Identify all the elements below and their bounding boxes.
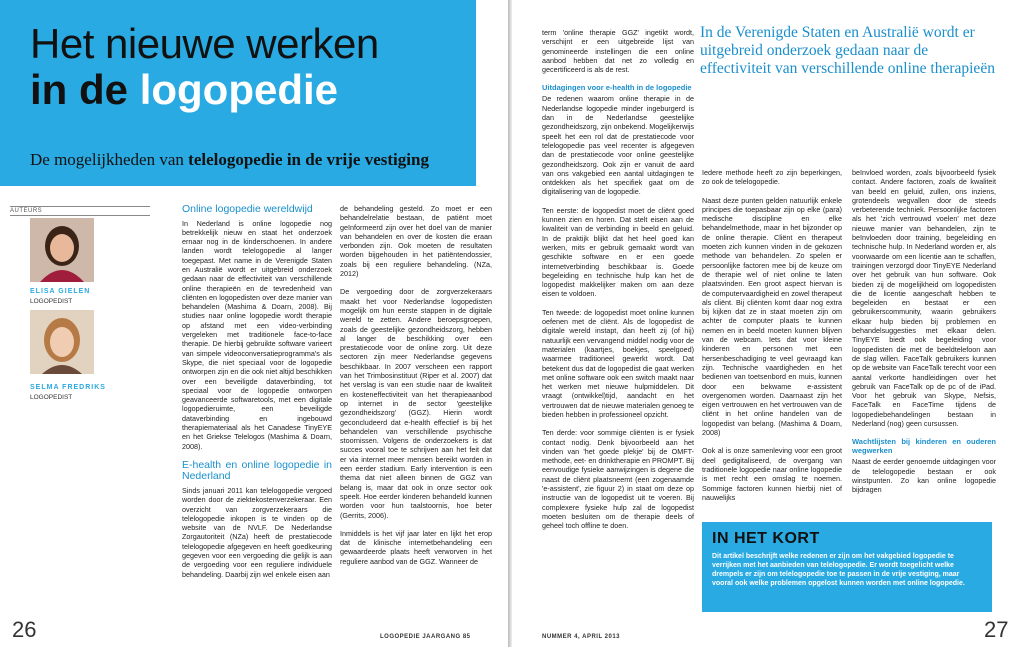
author-role-2: LOGOPEDIST — [30, 394, 73, 401]
page-number-left: 26 — [12, 617, 37, 642]
paragraph: beïnvloed worden, zoals bijvoorbeeld fysiek contact. Andere factoren, zoals de kwaliteit van beeld en geluid, zullen, ons inziens, grotendeels wegvallen door de steeds verbeterende techniek. Persoonlijke factoren als het 'zich vertrouwd voelen' met deze nieuwe manier van behandelen, zijn te beïnvloeden door training, begeleiding en technische hulp. In Nederland worden er, als voorwaarde om een licentie aan te schaffen, trainingen verzorgd door TinyEYE Nederland over het gebruik van hun software. Ook bieden zij de mogelijkheid om logopedisten die de licentie aangeschaft hebben te begeleiden en bestaat er een gebruikerscommunity, waarin gebruikers elkaar hulp bieden bij problemen en behandelsuggesties met elkaar delen. TinyEYE biedt ook begeleiding voor logopedisten die met de beeldtelefoon aan de slag willen. FaceTalk gebruikers kunnen op de website van FaceTalk terecht voor een aantal verkorte handleidingen over het gebruik van FaceTalk op de pc of de iPad. Voor het gebruik van Skype, Nefsis, FaceTalk en FaceTime tijdens de logopediebehandelingen bestaan in Nederland (nog) geen cursussen. — [852, 168, 996, 429]
summary-text: Dit artikel beschrijft welke redenen er zijn om het vakgebied logopedie te verrijken met het aanbieden van telelogopedie. Er wordt toegelicht welke drempels er zijn om telelogopedie toe te passen in de vrije vestiging, maar vooral ook welke problemen opgelost kunnen worden met online logopedie. — [712, 553, 965, 587]
article-title-line1: Het nieuwe werken — [30, 20, 379, 67]
left-column-1 — [182, 204, 332, 616]
right-column-3 — [852, 168, 996, 513]
author-photo-selma — [30, 310, 94, 374]
paragraph: Iedere methode heeft zo zijn beperkingen, zo ook de telelogopedie. — [702, 168, 842, 187]
paragraph: In Nederland is online logopedie nog betrekkelijk nieuw en staat het onderzoek ernaar nog in de kinderschoenen. In andere landen wordt telelogopedie al langer toegepast. Met name in de Verenigde Staten en Australië wordt er uitgebreid onderzoek gedaan naar de effectiviteit van verschillende online therapieën en de tevredenheid van cliënten en logopedisten over deze manier van behandelen (Mashima & Doarn, 2008). Bij studies naar online logopedie wordt therapie op afstand met een video-verbinding vergeleken met traditionele face-to-face therapie. De hierbij gebruikte software varieert van simpele videoconversatieprogramma's als Skype, die niet speciaal voor de logopedie ontworpen zijn en die ook niet altijd beschikken over een beveiligde dataverbinding, tot speciaal voor de logopedie ontworpen geavanceerde softwaretools, met een digitale logopedieruimte, een beveiligde dataverbinding en ingebouwd therapiemateriaal als het Canadese TinyEYE en het Griekse Telelogos (Mashima & Doarn, 2008). — [182, 218, 332, 451]
paragraph: Ten eerste: de logopedist moet de cliënt goed kunnen zien en horen. Dat stelt eisen aan de kwaliteit van de verbinding in beeld en geluid. In de praktijk blijkt dat het heel goed kan werken, mits er gebruik gemaakt wordt van geschikte software en er een goede internetverbinding beschikbaar is. Goede begeleiding en technische hulp kan het de logopedist makkelijker maken om aan deze eisen te voldoen. — [542, 205, 694, 299]
section-heading: Uitdagingen voor e-health in de logopedie — [542, 83, 692, 93]
section-heading: Wachtlijsten bij kinderen en ouderen wegwerken — [852, 437, 996, 456]
summary-title: IN HET KORT — [712, 530, 820, 547]
authors-label: AUTEURS — [10, 206, 150, 216]
author-photo-elisa — [30, 218, 94, 282]
paragraph: Ten tweede: de logopedist moet online kunnen oefenen met de cliënt. Als de logopedist de digitale wereld instapt, dan heeft zij (of hij) natuurlijk een vervangend middel nodig voor de materialen (kaartjes, boekjes, speelgoed) waarmee traditioneel gewerkt wordt. Dat betekent dus dat de logopedist die gaat werken met online software ook een switch maakt naar het werken met nieuwe hulpmiddelen. Dit vraagt (ontwikkel)tijd, aandacht en het vertrouwen dat de nieuwe materialen genoeg te bieden hebben in professioneel opzicht. — [542, 307, 694, 419]
subtitle-part-a: De mogelijkheden van — [30, 150, 189, 169]
summary-box — [702, 522, 992, 612]
paragraph: term 'online therapie GGZ' ingetikt wordt, verschijnt er een uitgebreide lijst van genomineerde instellingen die een online aanbod hebben dat net zo volledig en gecertificeerd is als de rest. — [542, 28, 694, 75]
paragraph: Naast de eerder genoemde uitdagingen voor de telelogopedie bestaan er ook winstpunten. Zo kan online logopedie bijdragen — [852, 457, 996, 495]
paragraph: Ten derde: voor sommige cliënten is er fysiek contact nodig. Denk bijvoorbeeld aan het vinden van 'het goede plekje' bij de OMFT-methode, eet- en drinktherapie en PROMPT. Bij eenvoudige fysieke aanwijzingen is degene die naast de cliënt plaatsneemt (een zogenaamde 'e-assistent', zie figuur 2) in staat om deze op instructie van de logopedist uit te voeren. Bij complexere fysieke hulp zal de logopedist moeten besluiten om de therapie deels of geheel toch offline te doen. — [542, 428, 694, 531]
pull-quote: In de Verenigde Staten en Australië wordt er uitgebreid onderzoek gedaan naar de effectiviteit van verschillende online therapieën — [700, 24, 995, 77]
paragraph: Ook al is onze samenleving voor een groot deel gedigitaliseerd, de overgang van traditionele logopedie naar online logopedie is met recht een omslag te noemen. Sommige factoren kunnen hierbij niet of nauwelijks — [702, 446, 842, 502]
title-banner — [0, 0, 476, 186]
section-heading: E-health en online logopedie in Nederland — [182, 458, 332, 483]
article-subtitle — [30, 150, 429, 170]
paragraph: Naast deze punten gelden natuurlijk enkele principes die toepasbaar zijn op elke (para) medische discipline en elke behandelmethode, maar in het bijzonder op de online therapie. Cliënt en therapeut moeten zich kunnen vinden in de gekozen methode van behandelen. Zo spelen er persoonlijke factoren mee bij de keuze om de therapie wel of niet online te laten plaatsvinden. Een groot aspect hiervan is de computervaardigheid en zowel therapeut als cliënt. Bij cliënten komt daar nog extra bij kijken dat ze in staat moeten zijn om achter de computer plaats te kunnen nemen en in beeld moeten kunnen blijven van de webcam. Iets dat voor kleine kinderen en personen met een hersenbeschadiging te veel gevraagd kan zijn. Technische vaardigheden en het bedienen van toetsenbord en muis, kunnen door een bekwame e-assistent overgenomen worden. Daarnaast zijn het eigen vertrouwen en het vertrouwen van de cliënt in het online handelen van de logopedist van belang. (Mashima & Doarn, 2008) — [702, 195, 842, 438]
paragraph: Sinds januari 2011 kan telelogopedie vergoed worden door de ziektekostenverzekeraar. Een overzicht van zorgverzekeraars die telelogopedie inkopen is te vinden op de website van de NVLF. De Nederlandse Zorgautoriteit (NZa) heeft de prestatiecode telelogopedie afgegeven en heeft goedkeuring gegeven voor een vergoeding die gelijk is aan de vergoeding voor een reguliere individuele behandeling. Daarbij zijn wel enkele eisen aan — [182, 485, 332, 579]
author-name-2: SELMA FREDRIKS — [30, 384, 106, 391]
portrait-icon — [30, 310, 94, 374]
author-role-1: LOGOPEDIST — [30, 298, 73, 305]
paragraph: de behandeling gesteld. Zo moet er een behandelrelatie bestaan, de patiënt moet geïnformeerd zijn over het doel van de manier van behandelen en over de kosten die eraan verbonden zijn. Ook moeten de resultaten worden bijgehouden in het patiëntendossier, zoals bij een reguliere behandeling. (NZa, 2012) — [340, 204, 492, 279]
paragraph: De redenen waarom online therapie in de Nederlandse logopedie minder ingeburgerd is dan in de Nederlandse geestelijke gezondheidszorg, zijn onbekend. Mogelijkerwijs speelt het een rol dat de prestatiecode voor telelogopedie pas veel recenter is afgegeven dan de prestatiecode voor online geestelijke gezondheidszorg. Ook zijn er vanuit de aard van ons vakgebied een aantal uitdagingen te ontdekken als het specifiek gaat om de digitalisering van de logopedie. — [542, 94, 694, 197]
subtitle-part-b: telelogopedie in de vrije vestiging — [188, 150, 429, 169]
footer-right: NUMMER 4, APRIL 2013 — [542, 634, 621, 640]
paragraph: Inmiddels is het vijf jaar later en lijkt het erop dat de klinische internetbehandeling een gewaardeerde plaats heeft verworven in het reguliere aanbod van de GGZ. Wanneer de — [340, 528, 492, 566]
footer-left: LOGOPEDIE JAARGANG 85 — [380, 634, 471, 640]
paragraph: De vergoeding door de zorgverzekeraars maakt het voor Nederlandse logopedisten mogelijk om hun eerste stappen in de digitale wereld te zetten. Andere beroepsgroepen, zoals de geestelijke gezondheidszorg, hebben al langer de beschikking over een prestatiecode voor de online zorg. Uit deze sectoren zijn meer Nederlandse gegevens beschikbaar. In 2007 verscheen een rapport van het Trimbosinstituut (Riper et al. 2007) dat het verslag is van een studie naar de kwaliteit en kosteneffectiviteit van het therapieaanbod op internet in de sector 'geestelijke gezondheidszorg' (GGZ). Hierin wordt geconcludeerd dat e-health effectief is bij het behandelen van verschillende psychische stoornissen. Volgens de onderzoekers is dat succes vooral toe te schrijven aan het feit dat er via internet meer mensen bereikt worden in een eerder stadium. Early intervention is een thema dat niet alleen binnen de GGZ van belang is, maar dat ook in onze sector ook speelt. Hoe eerder kinderen behandeld kunnen worden voor hun taalstoornis, hoe beter (Gerrits, 2006). — [340, 287, 492, 520]
author-name-1: ELISA GIELEN — [30, 288, 91, 295]
left-page — [0, 0, 508, 647]
title-part-b: logopedie — [139, 66, 339, 113]
section-heading: Online logopedie wereldwijd — [182, 204, 313, 215]
title-part-a: in de — [30, 66, 140, 113]
right-page — [512, 0, 1024, 647]
portrait-icon — [30, 218, 94, 282]
left-column-2 — [340, 204, 492, 616]
right-column-1 — [542, 28, 694, 613]
article-title-line2 — [30, 66, 338, 114]
page-number-right: 27 — [984, 617, 1009, 642]
right-column-2 — [702, 168, 842, 513]
